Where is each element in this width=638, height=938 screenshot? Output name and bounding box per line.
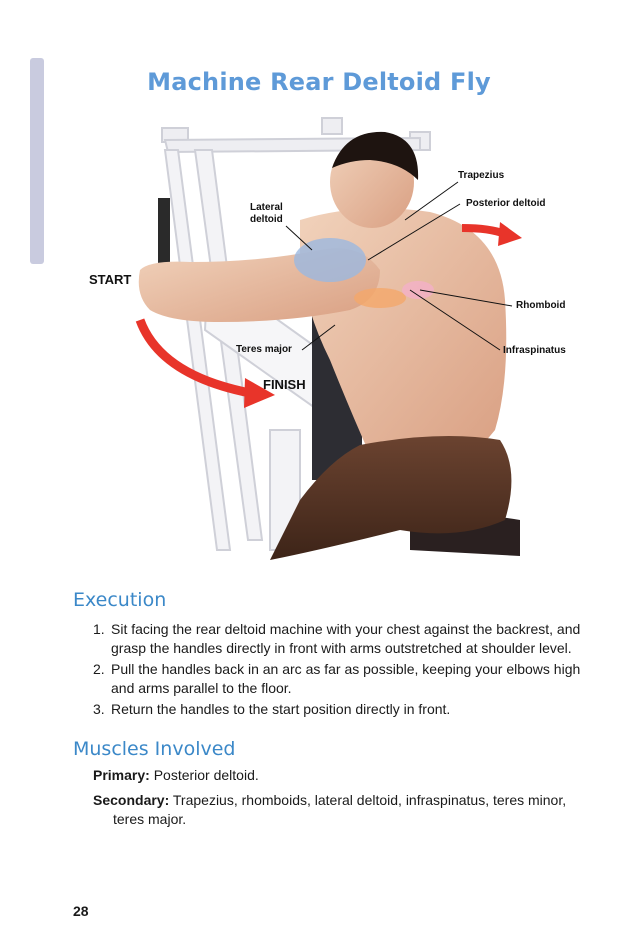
step-text: Return the handles to the start position directly in front. — [111, 701, 451, 717]
execution-step — [93, 660, 593, 698]
step-number: 2. — [93, 661, 105, 677]
posterior-deltoid-label: Posterior deltoid — [466, 198, 546, 209]
teres-major-label: Teres major — [236, 344, 292, 355]
lateral-deltoid-label: Lateral deltoid — [250, 202, 283, 225]
rhomboid-highlight — [402, 281, 434, 299]
exercise-illustration — [0, 110, 638, 570]
primary-muscles — [93, 766, 593, 785]
page-title: Machine Rear Deltoid Fly — [147, 68, 491, 96]
start-label: START — [89, 272, 132, 287]
execution-step — [93, 700, 593, 719]
machine-handle — [158, 198, 170, 266]
step-text: Sit facing the rear deltoid machine with your chest against the backrest, and grasp the handles directly in front with arms outstretched at shoulder level. — [111, 621, 581, 656]
secondary-muscles — [93, 791, 593, 829]
rhomboid-label: Rhomboid — [516, 300, 566, 311]
step-text: Pull the handles back in an arc as far as possible, keeping your elbows high and arms parallel to the floor. — [111, 661, 581, 696]
teres-major-highlight — [354, 288, 406, 308]
execution-steps — [93, 620, 593, 721]
lateral-deltoid-highlight — [294, 238, 366, 282]
trapezius-label: Trapezius — [458, 170, 505, 181]
step-number: 1. — [93, 621, 105, 637]
primary-text: Posterior deltoid. — [153, 767, 259, 783]
muscles-heading: Muscles Involved — [73, 738, 236, 760]
primary-label: Primary: — [93, 767, 150, 783]
secondary-text: Trapezius, rhomboids, lateral deltoid, infraspinatus, teres minor, teres major. — [113, 792, 567, 827]
finish-label: FINISH — [263, 377, 306, 392]
muscles-involved — [93, 766, 593, 835]
secondary-label: Secondary: — [93, 792, 170, 808]
execution-step — [93, 620, 593, 658]
execution-heading: Execution — [73, 589, 167, 611]
page-number: 28 — [73, 903, 89, 919]
step-number: 3. — [93, 701, 105, 717]
infraspinatus-label: Infraspinatus — [503, 345, 566, 356]
illustration-svg — [0, 110, 638, 570]
